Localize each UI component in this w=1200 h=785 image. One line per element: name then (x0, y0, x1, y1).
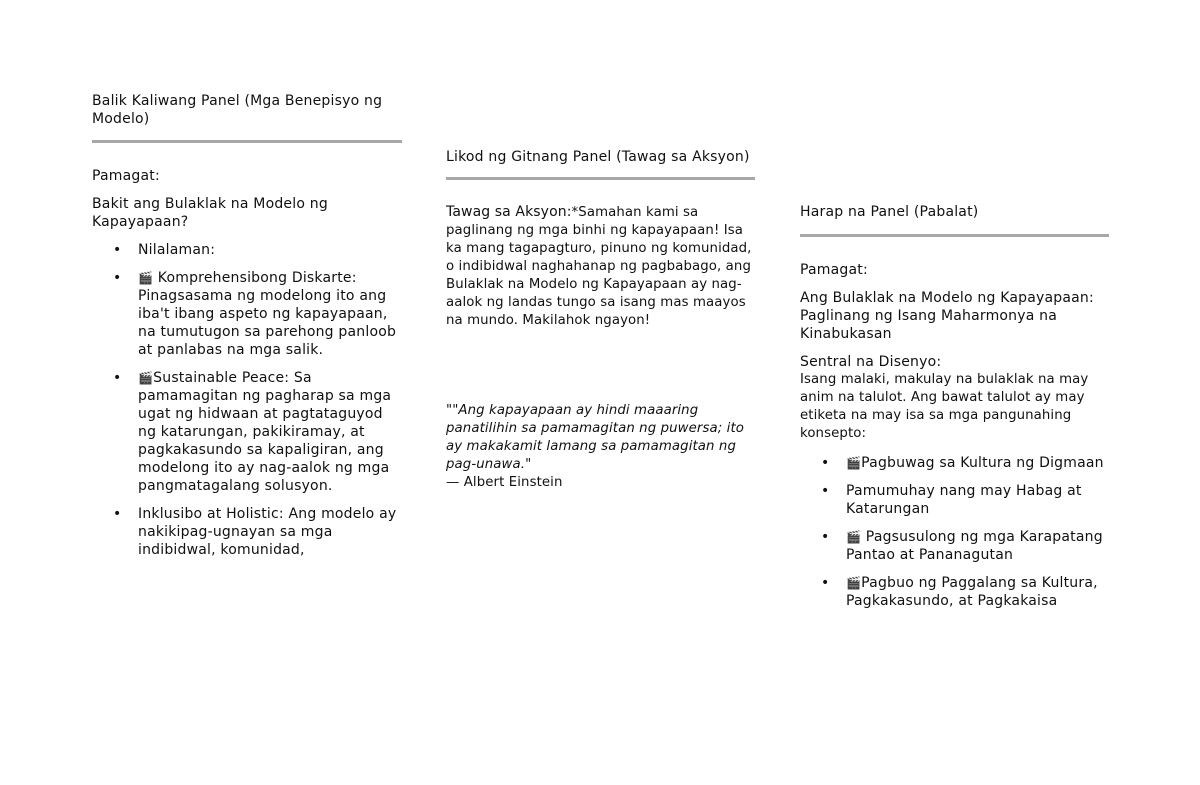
bullet-icon: • (821, 529, 830, 545)
quote-block (446, 402, 756, 492)
middle-panel-title: Likod ng Gitnang Panel (Tawag sa Aksyon) (446, 149, 750, 165)
list-item-text: Pagbuwag sa Kultura ng Digmaan (861, 455, 1104, 471)
list-item-text: Pagbuo ng Paggalang sa Kultura, Pagkakasundo, at Pagkakaisa (846, 575, 1098, 609)
list-item (800, 528, 1127, 564)
design-label: Sentral na Disenyo: (800, 354, 942, 370)
einstein-quote (446, 402, 756, 474)
quote-close-mark: " (525, 457, 532, 472)
bullet-icon: • (821, 483, 830, 499)
cta-label: Tawag sa Aksyon: (446, 204, 572, 220)
left-panel (92, 92, 404, 559)
list-item (92, 369, 404, 495)
left-title-label: Pamagat: (92, 168, 160, 184)
list-item (800, 454, 1110, 472)
clapperboard-icon: 🎬 (846, 530, 862, 544)
cta-text: *Samahan kami sa paglinang ng mga binhi ng kapayapaan! Isa ka mang tagapagturo, pinuno ng komunidad, o indibidwal naghahanap ng pagbabago, ang Bulaklak na Modelo ng Kapayapaan ay nag-aalok ng landas tungo sa isang mas maayos na mundo. Makilahok ngayon! (446, 205, 752, 328)
clapperboard-icon: 🎬 (138, 271, 154, 285)
list-item-text: Komprehensibong Diskarte: Pinagsasama ng modelong ito ang iba't ibang aspeto ng kapayapaan, na tumutugon sa parehong panloob at panlabas na mga salik. (138, 270, 397, 358)
bullet-icon: • (113, 270, 122, 286)
bullet-icon: • (821, 575, 830, 591)
left-heading: Bakit ang Bulaklak na Modelo ng Kapayapaan? (92, 196, 328, 230)
right-heading: Ang Bulaklak na Modelo ng Kapayapaan: Paglinang ng Isang Maharmonya na Kinabukasan (800, 290, 1094, 342)
bullet-icon: • (113, 370, 122, 386)
middle-panel (446, 148, 756, 492)
list-item-text: Pagsusulong ng mga Karapatang Pantao at Pananagutan (846, 529, 1127, 563)
list-item-text: Sustainable Peace: Sa pamamagitan ng pagharap sa mga ugat ng hidwaan at pagtataguyod ng katarungan, pakikiramay, at pagkakasundo sa kapaligiran, ang modelong ito ay nag-aalok ng mga pangmatagalang solusyon. (138, 370, 392, 494)
quote-open-mark: " (446, 403, 453, 418)
right-panel (800, 203, 1127, 610)
bullet-icon: • (113, 506, 122, 522)
petal-concepts-list (800, 454, 1127, 610)
bullet-icon: • (821, 455, 830, 471)
left-panel-title: Balik Kaliwang Panel (Mga Benepisyo ng Modelo) (92, 93, 383, 127)
design-description: Isang malaki, makulay na bulaklak na may anim na talulot. Ang bawat talulot ay may etiketa na may isa sa mga pangunahing konsepto: (800, 372, 1089, 441)
list-item-text: Pamumuhay nang may Habag at Katarungan (846, 483, 1082, 517)
list-item (92, 505, 404, 559)
list-item (92, 241, 404, 259)
right-panel-title: Harap na Panel (Pabalat) (800, 204, 979, 220)
left-panel-divider (92, 140, 402, 143)
list-item (92, 269, 404, 359)
middle-panel-divider (446, 177, 755, 180)
right-title-label: Pamagat: (800, 262, 868, 278)
right-panel-divider (800, 234, 1109, 237)
list-item (800, 482, 1110, 518)
left-benefits-list (92, 241, 404, 559)
list-item-text: Inklusibo at Holistic: Ang modelo ay nakikipag-ugnayan sa mga indibidwal, komunidad, (138, 506, 397, 558)
call-to-action (446, 203, 756, 330)
quote-attribution: — Albert Einstein (446, 475, 563, 490)
list-item-text: Nilalaman: (138, 242, 216, 258)
clapperboard-icon: 🎬 (846, 576, 862, 590)
clapperboard-icon: 🎬 (846, 456, 862, 470)
list-item (800, 574, 1110, 610)
bullet-icon: • (113, 242, 122, 258)
quote-text: "Ang kapayapaan ay hindi maaaring panatilihin sa pamamagitan ng puwersa; ito ay makakamit lamang sa pamamagitan ng pag-unawa. (446, 403, 744, 472)
clapperboard-icon: 🎬 (138, 371, 154, 385)
